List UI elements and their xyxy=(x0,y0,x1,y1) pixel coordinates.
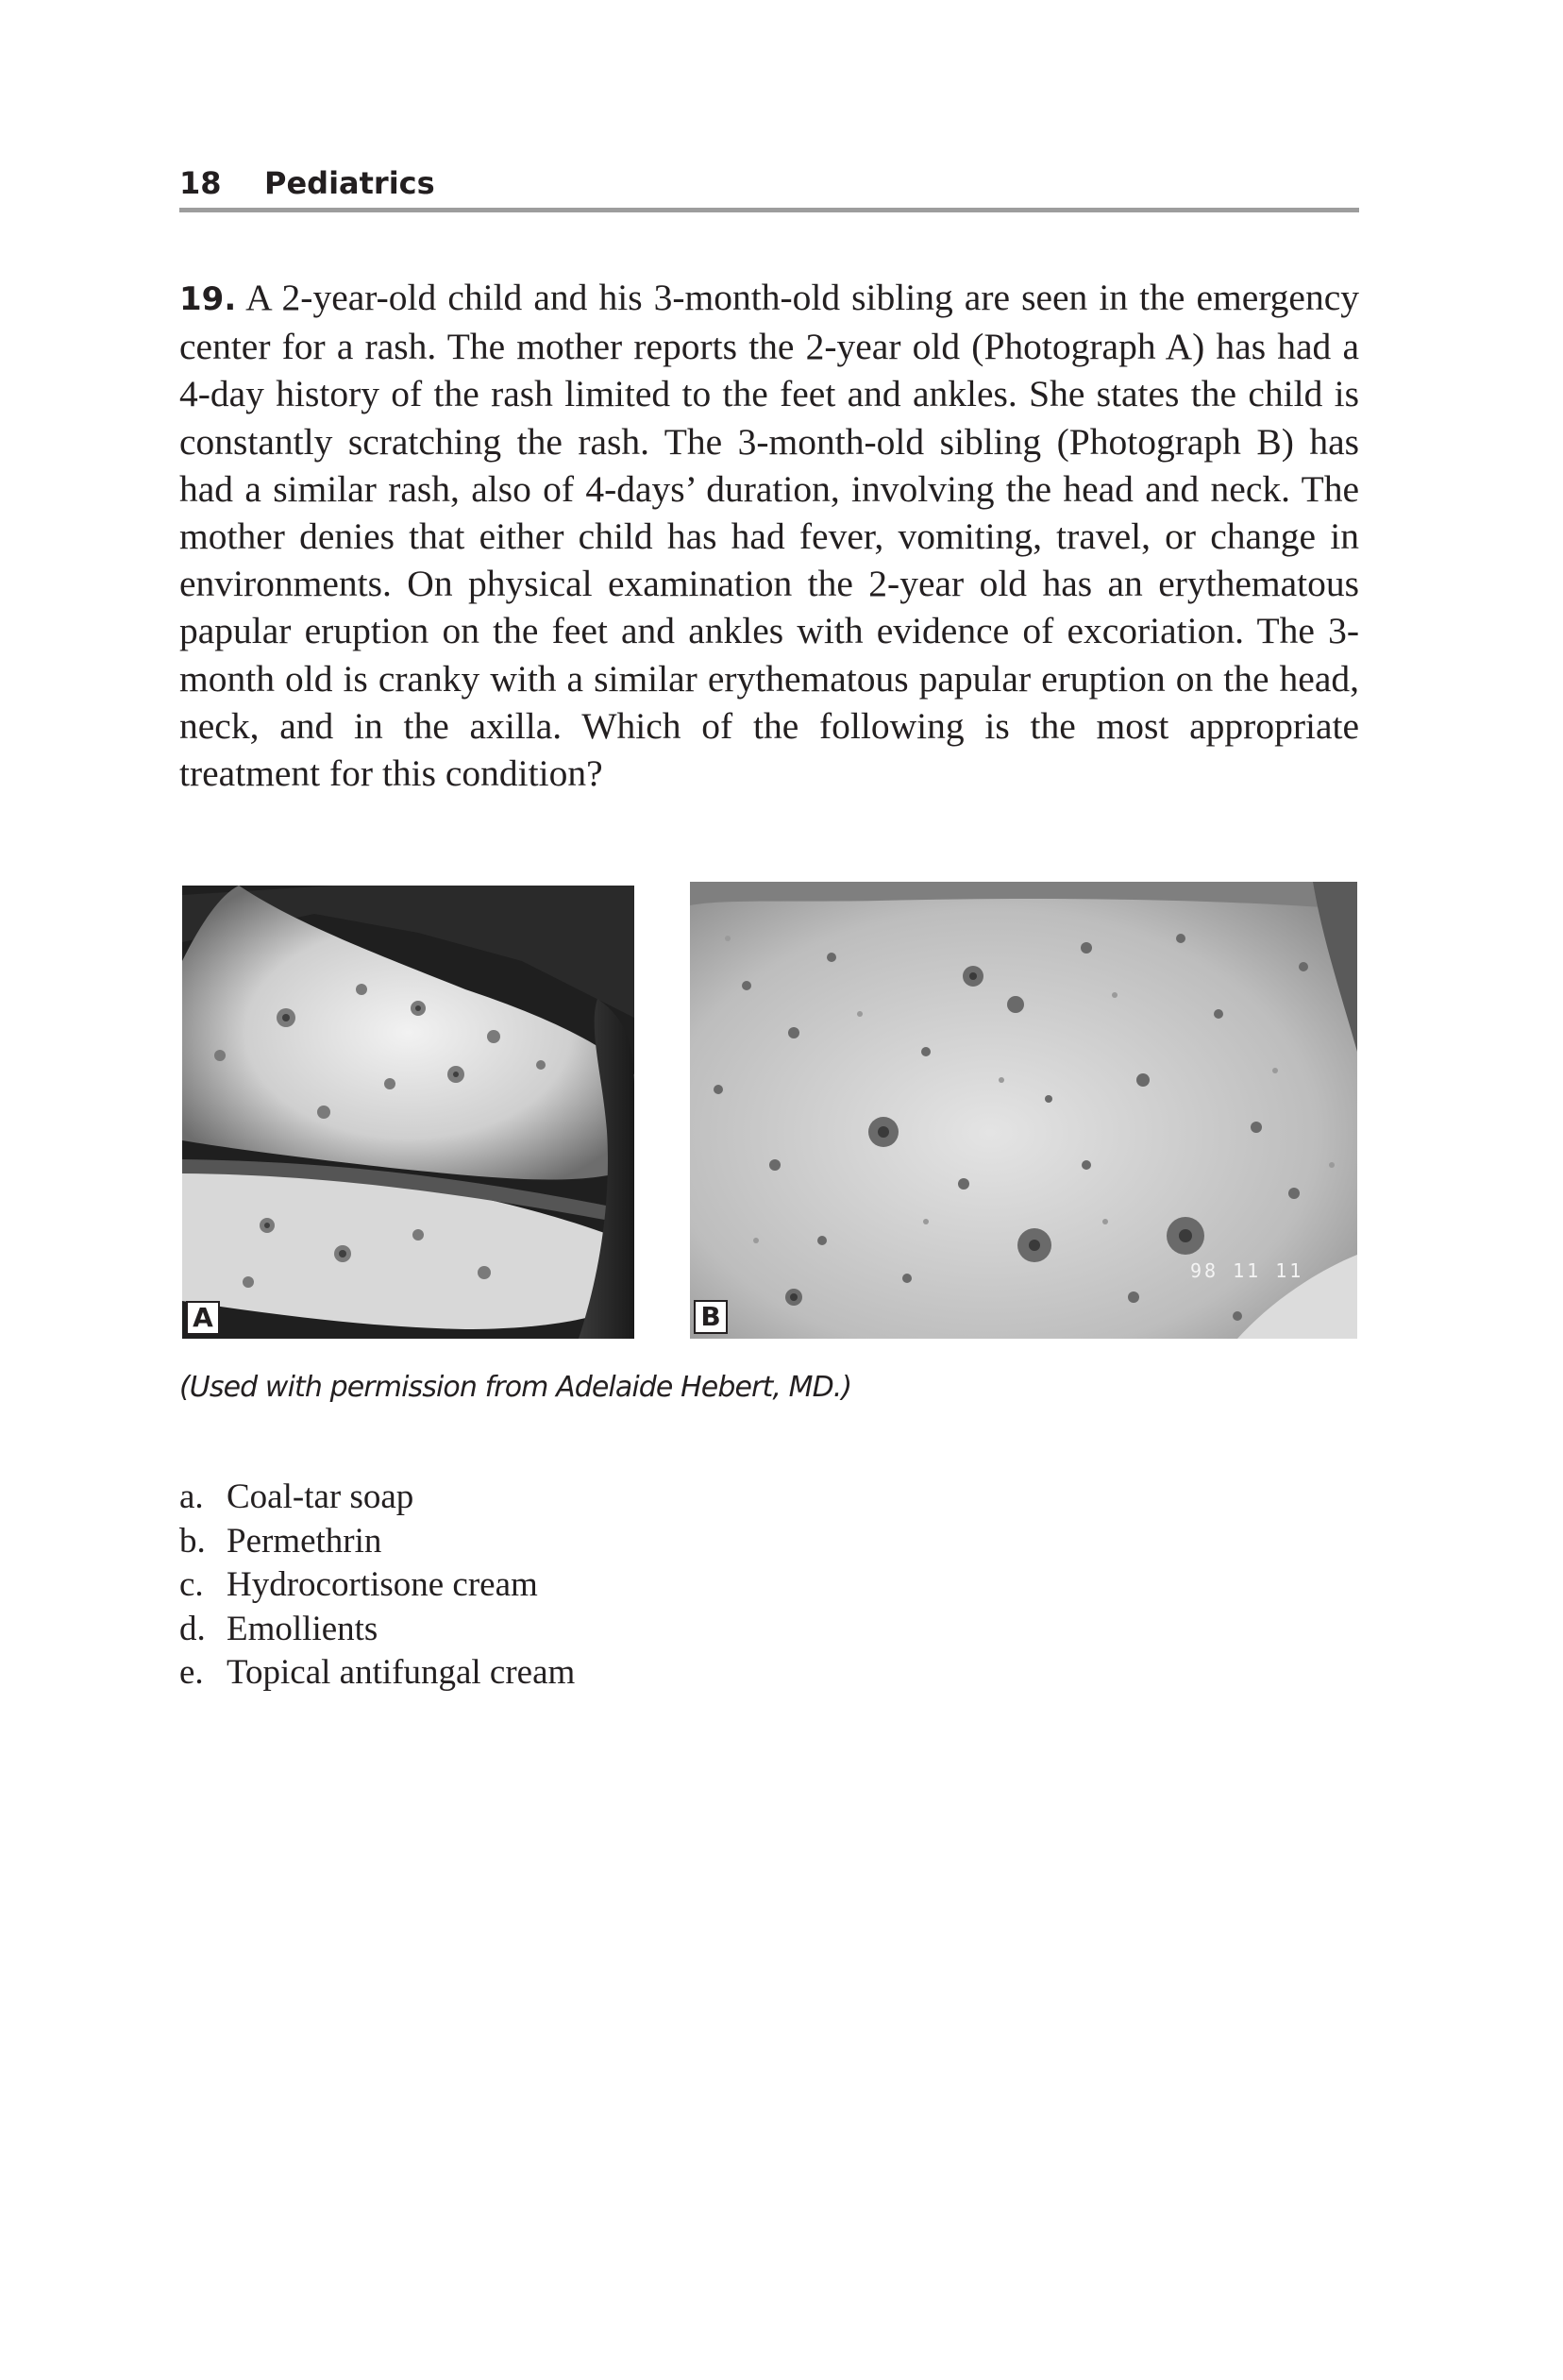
section-title: Pediatrics xyxy=(264,165,435,201)
answer-option xyxy=(179,1563,1123,1608)
figure-credit: (Used with permission from Adelaide Hebert, MD.) xyxy=(179,1371,852,1404)
answer-option-text: Hydrocortisone cream xyxy=(227,1565,538,1604)
question-stem xyxy=(179,274,1359,797)
photograph-a-image xyxy=(182,886,634,1339)
answer-option-text: Topical antifungal cream xyxy=(227,1653,576,1692)
photograph-b xyxy=(690,882,1357,1339)
answer-option-text: Coal-tar soap xyxy=(227,1477,414,1516)
photograph-a xyxy=(182,886,634,1339)
answer-option-letter: d. xyxy=(179,1609,206,1648)
question-text: A 2-year-old child and his 3-month-old sibling are seen in the emergency center for a rash. The mother reports the 2-year old (Photograph A) has had a 4-day history of the rash limited to the feet and ankles. She states the child is constantly scratching the rash. The 3-month-old sibling (Photograph B) has had a similar rash, also of 4-days’ duration, involving the head and neck. The mother denies that either child has had fever, vomiting, travel, or change in environments. On physical examination the 2-year old has an erythematous papular eruption on the feet and ankles with evidence of excoriation. The 3-month old is cranky with a similar erythematous papular eruption on the head, neck, and in the axilla. Which of the following is the most appropriate treatment for this condition? xyxy=(179,277,1359,795)
photograph-a-label: A xyxy=(186,1301,220,1335)
answer-options xyxy=(179,1476,1123,1696)
header-rule xyxy=(179,208,1359,212)
answer-option xyxy=(179,1608,1123,1652)
running-head xyxy=(179,159,1359,208)
page-number: 18 xyxy=(179,165,222,201)
answer-option-letter: b. xyxy=(179,1521,206,1561)
photograph-b-label: B xyxy=(694,1300,728,1334)
answer-option-letter: c. xyxy=(179,1565,204,1604)
answer-option xyxy=(179,1476,1123,1520)
answer-option xyxy=(179,1651,1123,1696)
answer-option-text: Permethrin xyxy=(227,1521,382,1561)
question-number: 19. xyxy=(179,280,237,318)
answer-option xyxy=(179,1520,1123,1564)
answer-option-text: Emollients xyxy=(227,1609,378,1648)
answer-option-letter: e. xyxy=(179,1653,204,1692)
photograph-b-date-stamp: 98 11 11 xyxy=(1190,1259,1304,1282)
answer-option-letter: a. xyxy=(179,1477,204,1516)
